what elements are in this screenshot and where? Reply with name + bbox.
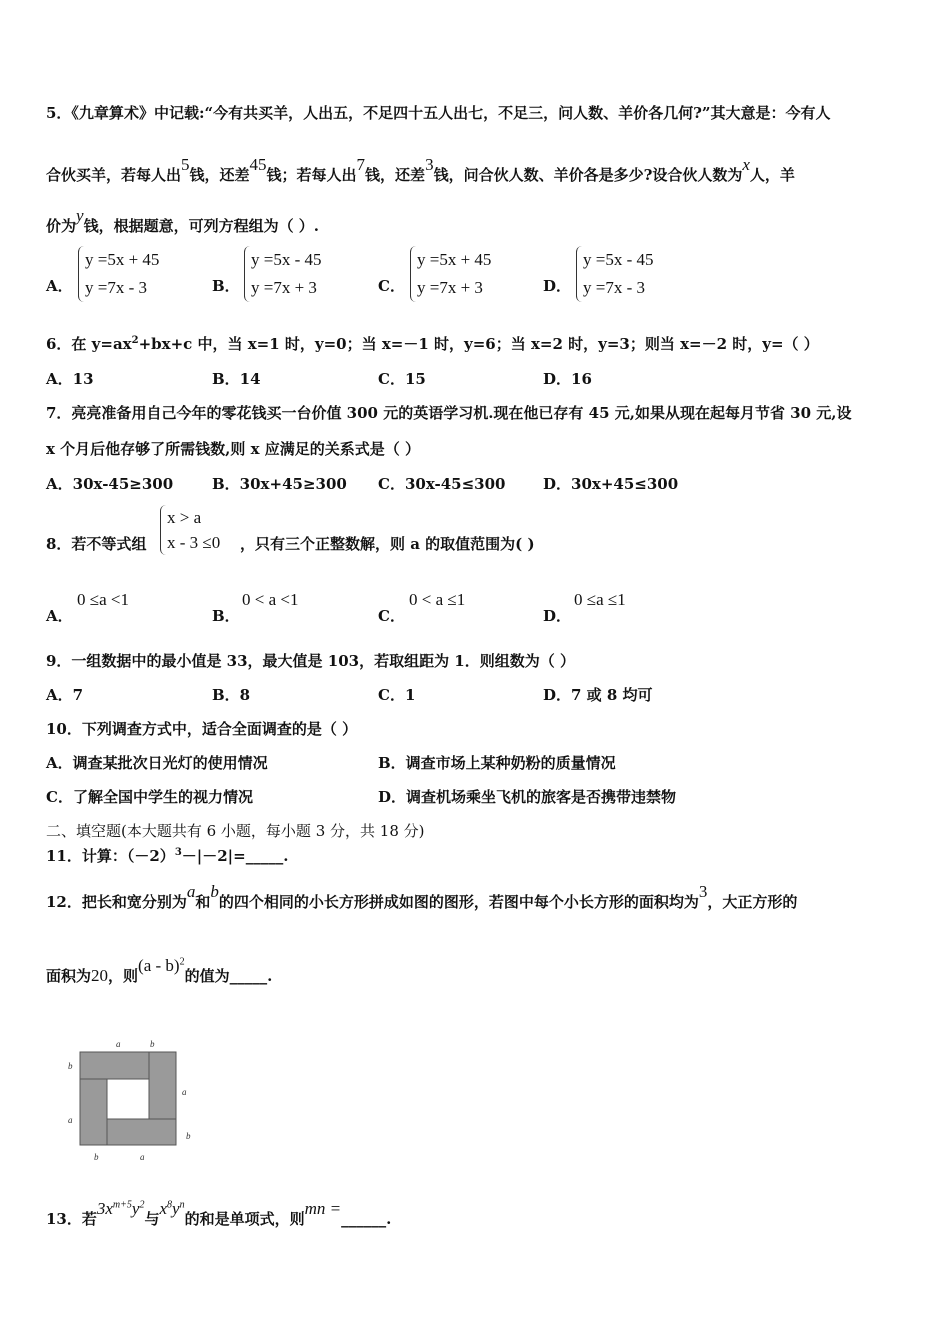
- q6-option-c[interactable]: C．15: [378, 370, 426, 388]
- inequality: x > a: [167, 508, 202, 527]
- q8-option-b-label[interactable]: B．: [212, 607, 240, 625]
- q5-text: 人，羊: [749, 166, 795, 184]
- q7-line1: 7．亮亮准备用自己今年的零花钱买一台价值 300 元的英语学习机.现在他已存有 45 元,如果从现在起每月节省 30 元,设: [46, 404, 852, 422]
- superscript: 8: [167, 1199, 173, 1211]
- q12-text: 和: [195, 893, 211, 911]
- math-3: 3: [698, 882, 708, 901]
- q6-option-b[interactable]: B．14: [212, 370, 261, 388]
- q12-line2: [46, 956, 273, 986]
- q5-option-a-system: [78, 246, 159, 302]
- superscript: 2: [179, 956, 185, 968]
- q5-option-b-system: [244, 246, 322, 302]
- superscript: m+5: [112, 1199, 132, 1211]
- q8-suffix: ，只有三个正整数解，则 a 的取值范围为( ): [240, 535, 535, 553]
- equation: y =7x + 3: [417, 278, 483, 297]
- q9-option-a[interactable]: A．7: [46, 686, 84, 704]
- q5-text: 钱，还差: [189, 166, 250, 184]
- q12-text: 12．把长和宽分别为: [46, 893, 187, 911]
- q5-option-c-system: [410, 246, 491, 302]
- superscript: 2: [139, 1199, 145, 1211]
- figure-label: b: [150, 1039, 155, 1049]
- q7-option-d[interactable]: D．30x+45≤300: [543, 475, 679, 493]
- superscript: n: [179, 1199, 185, 1211]
- math-term-1: [97, 1199, 145, 1218]
- q10-option-a[interactable]: A．调查某批次日光灯的使用情况: [46, 754, 268, 772]
- q9-line: 9．一组数据中的最小值是 33，最大值是 103，若取组距为 1．则组数为（ ）: [46, 652, 575, 670]
- section-heading: 二、填空题(本大题共有 6 小题，每小题 3 分，共 18 分): [46, 822, 425, 840]
- q5-option-d-system: [576, 246, 654, 302]
- term-part: y: [172, 1199, 180, 1218]
- math-45: 45: [249, 155, 267, 174]
- figure-label: a: [116, 1039, 121, 1049]
- q8-option-b-expr: 0 < a <1: [242, 590, 299, 609]
- q5-text: 合伙买羊，若每人出: [46, 166, 182, 184]
- q8-option-c-expr: 0 < a ≤1: [409, 590, 466, 609]
- math-20: 20: [91, 966, 109, 985]
- q8-option-d-expr: 0 ≤a ≤1: [574, 590, 626, 609]
- superscript: 3: [174, 847, 182, 858]
- equation: y =5x - 45: [251, 250, 322, 269]
- superscript: 2: [131, 335, 139, 346]
- answer-blank: ______.: [341, 1210, 392, 1228]
- figure-label: a: [68, 1115, 73, 1125]
- q7-option-c[interactable]: C．30x-45≤300: [378, 475, 506, 493]
- q8-prefix: 8．若不等式组: [46, 535, 147, 553]
- math-mn: mn =: [304, 1199, 342, 1218]
- q13-text: 的和是单项式，则: [184, 1210, 305, 1228]
- q6-text: +bx+c 中，当 x=1 时，y=0；当 x=－1 时，y=6；当 x=2 时，y=3；则当 x=－2 时，y=（ ）: [138, 335, 819, 353]
- q10-option-c[interactable]: C．了解全国中学生的视力情况: [46, 788, 253, 806]
- math-7: 7: [356, 155, 366, 174]
- q10-option-b[interactable]: B．调查市场上某种奶粉的质量情况: [378, 754, 616, 772]
- math-a: a: [186, 882, 196, 901]
- q13-text: 与: [144, 1210, 160, 1228]
- q9-option-c[interactable]: C．1: [378, 686, 416, 704]
- q12-text: 的四个相同的小长方形拼成如图的图形，若图中每个小长方形的面积均为: [218, 893, 699, 911]
- q10-option-d[interactable]: D．调查机场乘坐飞机的旅客是否携带违禁物: [378, 788, 677, 806]
- q6-option-a[interactable]: A．13: [46, 370, 94, 388]
- q8-option-a-label[interactable]: A．: [46, 607, 73, 625]
- q8-option-c-label[interactable]: C．: [378, 607, 405, 625]
- q5-option-d-label[interactable]: D．: [543, 277, 572, 295]
- expr-base: (a - b): [138, 956, 180, 975]
- q12-text: ，大正方形的: [707, 893, 798, 911]
- figure-label: a: [140, 1152, 145, 1162]
- q5-line3: [46, 206, 320, 236]
- equation: y =7x + 3: [251, 278, 317, 297]
- q11-text: 11．计算：（－2）: [46, 847, 175, 865]
- math-x: x: [742, 155, 750, 174]
- q9-option-d[interactable]: D．7 或 8 均可: [543, 686, 653, 704]
- term-part: 3x: [96, 1199, 113, 1218]
- q5-text: 价为: [46, 217, 77, 235]
- term-part: x: [159, 1199, 168, 1218]
- figure-label: b: [186, 1131, 191, 1141]
- q5-option-b-label[interactable]: B．: [212, 277, 240, 295]
- q5-text: 钱；若每人出: [266, 166, 357, 184]
- q12-line1: [46, 882, 798, 912]
- equation: y =5x + 45: [85, 250, 160, 269]
- math-expression: [138, 956, 185, 975]
- math-b: b: [210, 882, 219, 901]
- q8-option-d-label[interactable]: D．: [543, 607, 572, 625]
- equation: y =5x - 45: [583, 250, 654, 269]
- q5-text: 钱，还差: [365, 166, 426, 184]
- q7-line2: x 个月后他存够了所需钱数,则 x 应满足的关系式是（ ）: [46, 440, 420, 458]
- q11-text: －|－2|=_____.: [181, 847, 289, 865]
- q9-option-b[interactable]: B．8: [212, 686, 251, 704]
- q6-line: [46, 333, 819, 354]
- q5-line1: 5．《九章算术》中记载:“今有共买羊，人出五，不足四十五人出七，不足三，问人数、羊价各几何?”其大意是：今有人: [46, 104, 831, 122]
- math-5: 5: [181, 155, 190, 174]
- q5-line2: [46, 155, 795, 185]
- q8-inequality-system: [160, 505, 220, 555]
- q10-line: 10．下列调查方式中，适合全面调查的是（ ）: [46, 720, 358, 738]
- q5-option-c-label[interactable]: C．: [378, 277, 405, 295]
- q5-text: 钱，问合伙人数、羊价各是多少?设合伙人数为: [433, 166, 743, 184]
- inner-square: [107, 1079, 149, 1119]
- q13-line: [46, 1199, 392, 1229]
- figure-label: b: [68, 1061, 73, 1071]
- term-part: y: [131, 1199, 140, 1218]
- q7-option-a[interactable]: A．30x-45≥300: [46, 475, 174, 493]
- rectangle-figure: [60, 1035, 200, 1165]
- q6-option-d[interactable]: D．16: [543, 370, 592, 388]
- figure-label: b: [94, 1152, 99, 1162]
- q13-text: 13．若: [46, 1210, 97, 1228]
- q7-option-b[interactable]: B．30x+45≥300: [212, 475, 347, 493]
- math-y: y: [76, 206, 84, 225]
- q12-text: 的值为_____.: [184, 967, 273, 985]
- q12-text: ，则: [108, 967, 139, 985]
- math-3: 3: [425, 155, 434, 174]
- q12-text: 面积为: [46, 967, 92, 985]
- equation: y =7x - 3: [583, 278, 645, 297]
- equation: y =7x - 3: [85, 278, 147, 297]
- q6-text: 6．在 y=ax: [46, 335, 132, 353]
- q11-line: [46, 845, 288, 866]
- q5-text: 钱，根据题意，可列方程组为（ ）.: [83, 217, 320, 235]
- inequality: x - 3 ≤0: [167, 533, 221, 552]
- equation: y =5x + 45: [417, 250, 492, 269]
- q8-option-a-expr: 0 ≤a <1: [77, 590, 129, 609]
- figure-label: a: [182, 1087, 187, 1097]
- math-term-2: [159, 1199, 184, 1218]
- q5-option-a-label[interactable]: A．: [46, 277, 73, 295]
